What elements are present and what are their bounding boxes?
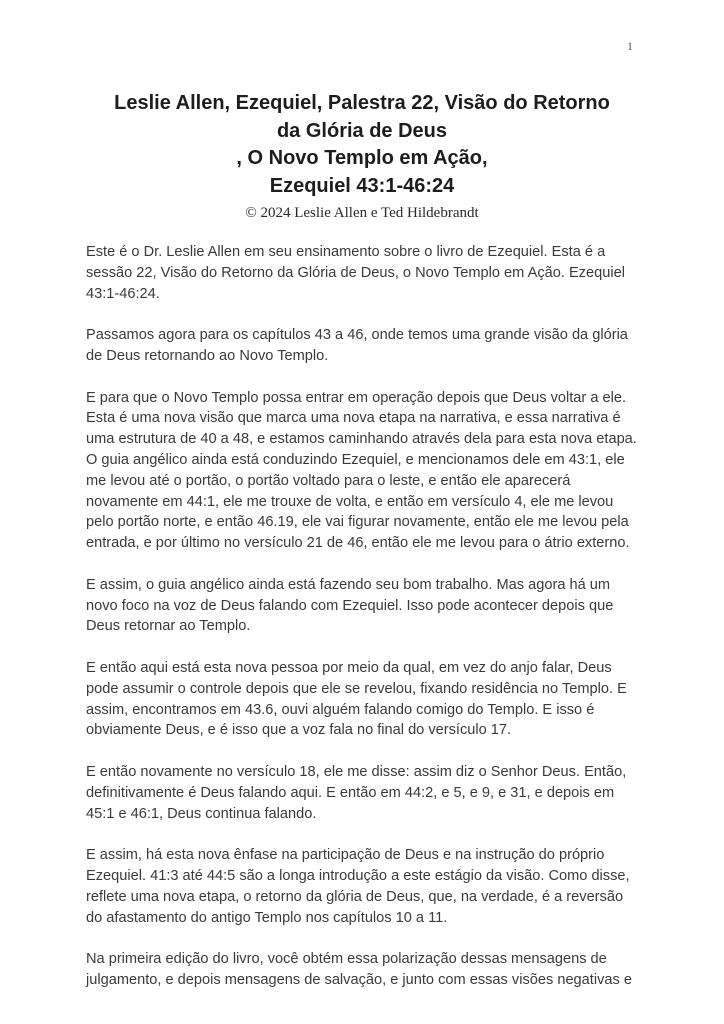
paragraph-4: E assim, o guia angélico ainda está fazendo seu bom trabalho. Mas agora há um novo foco na voz de Deus falando com Ezequiel. Isso pode acontecer depois que Deus retornar ao Templo. xyxy=(86,576,614,635)
paragraph-6: E então novamente no versículo 18, ele me disse: assim diz o Senhor Deus. Então, definitivamente é Deus falando aqui. E então em 44:2, e 5, e 9, e 31, e depois em 45:1 e 46:1, Deus continua falando. xyxy=(86,763,627,822)
document-title xyxy=(0,0,724,200)
title-line-1: Leslie Allen, Ezequiel, Palestra 22, Visão do Retorno xyxy=(114,92,610,114)
paragraph-1: Este é o Dr. Leslie Allen em seu ensinamento sobre o livro de Ezequiel. Esta é a sessão 22, Visão do Retorno da Glória de Deus, o Novo Templo em Ação. Ezequiel 43:1-46:24. xyxy=(86,244,625,302)
title-line-4: Ezequiel 43:1-46:24 xyxy=(269,174,455,197)
paragraph-3: E para que o Novo Templo possa entrar em operação depois que Deus voltar a ele. Esta é uma nova visão que marca uma nova etapa na narrativa, e essa narrativa é uma estrutura de 40 a 48, e estamos caminhando através dela para esta nova etapa. O guia angélico ainda está conduzindo Ezequiel, e mencionamos dele em 43:1, ele me levou até o portão, o portão voltado para o leste, e então ele aparecerá novamente em 44:1, ele me trouxe de volta, e então em versículo 4, ele me levou pelo portão norte, e então 46.19, ele vai figurar novamente, então ele me levou pela entrada, e por último no versículo 21 de 46, então ele me levou para o átrio externo. xyxy=(86,389,637,552)
title-line-2: da Glória de Deus xyxy=(276,119,448,142)
page-number: 1 xyxy=(627,39,633,53)
document-body xyxy=(86,242,638,991)
title-line-3: , O Novo Templo em Ação, xyxy=(236,147,488,169)
copyright-line: © 2024 Leslie Allen e Ted Hildebrandt xyxy=(245,205,479,221)
paragraph-8: Na primeira edição do livro, você obtém essa polarização dessas mensagens de julgamento, e depois mensagens de salvação, e junto com essas visões negativas e xyxy=(86,951,632,988)
paragraph-7: E assim, há esta nova ênfase na participação de Deus e na instrução do próprio Ezequiel. 41:3 até 44:5 são a longa introdução a este estágio da visão. Como disse, reflete uma nova etapa, o retorno da glória de Deus, que, na verdade, é a reversão do afastamento do antigo Templo nos capítulos 10 a 11. xyxy=(86,847,630,926)
paragraph-2: Passamos agora para os capítulos 43 a 46, onde temos uma grande visão da glória de Deus retornando ao Novo Templo. xyxy=(86,327,628,364)
paragraph-5: E então aqui está esta nova pessoa por meio da qual, em vez do anjo falar, Deus pode assumir o controle depois que ele se revelou, fixando residência no Templo. E assim, encontramos em 43.6, ouvi alguém falando comigo do Templo. E isso é obviamente Deus, e é isso que a voz fala no final do versículo 17. xyxy=(86,659,627,739)
